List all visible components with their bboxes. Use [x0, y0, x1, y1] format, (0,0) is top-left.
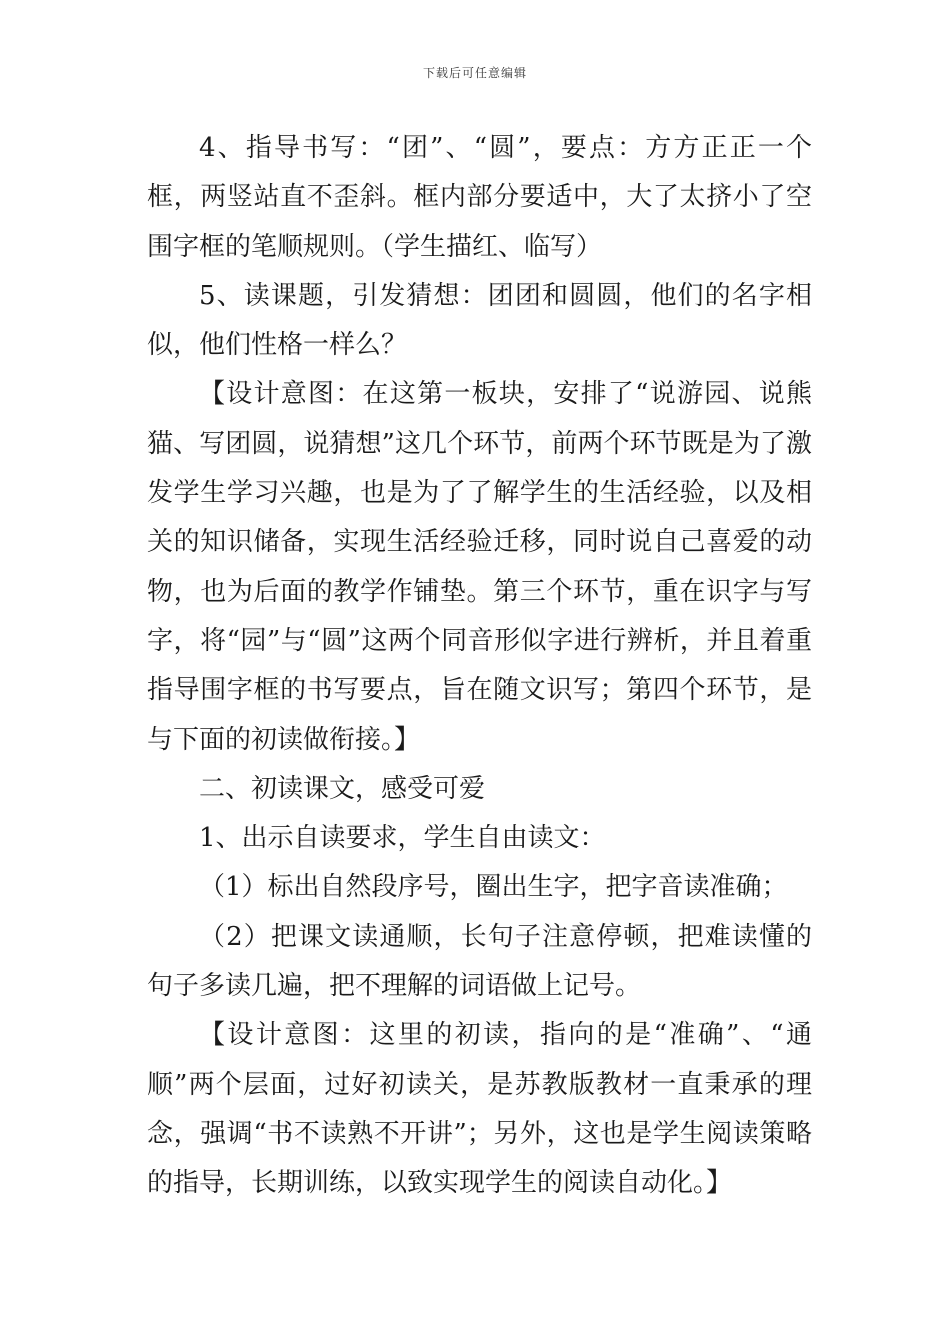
paragraph-design-intent-2: 【设计意图：这里的初读，指向的是“准确”、“通顺”两个层面，过好初读关，是苏教版教材一直秉承的理念，强调“书不读熟不开讲”；另外，这也是学生阅读策略的指导，长期训练，以致实现学生的阅读自动化。】	[147, 1020, 812, 1199]
paragraph-read-title: 5、读课题，引发猜想：团团和圆圆，他们的名字相似，他们性格一样么？	[147, 280, 812, 361]
paragraph-writing-guidance: 4、指导书写：“团”、“圆”，要点：方方正正一个框，两竖站直不歪斜。框内部分要适中，大了太挤小了空围字框的笔顺规则。（学生描红、临写）	[147, 133, 812, 262]
paragraph-requirement-2: （2）把课文读通顺，长句子注意停顿，把难读懂的句子多读几遍，把不理解的词语做上记号。	[147, 921, 812, 1002]
paragraph-requirement-1: （1）标出自然段序号，圈出生字，把字音读准确；	[199, 872, 788, 903]
section-heading-first-reading: 二、初读课文，感受可爱	[199, 773, 486, 804]
paragraph-reading-requirements: 1、出示自读要求，学生自由读文：	[199, 823, 606, 854]
document-body	[147, 124, 812, 1209]
page-header: 下载后可任意编辑	[422, 66, 527, 80]
paragraph-design-intent-1: 【设计意图：在这第一板块，安排了“说游园、说熊猫、写团圆，说猜想”这几个环节，前两个环节既是为了激发学生学习兴趣，也是为了了解学生的生活经验，以及相关的知识储备，实现生活经验迁移，同时说自己喜爱的动物，也为后面的教学作铺垫。第三个环节，重在识字与写字，将“园”与“圆”这两个同音形似字进行辨析，并且着重指导围字框的书写要点，旨在随文识写；第四个环节，是与下面的初读做衔接。】	[147, 379, 812, 755]
